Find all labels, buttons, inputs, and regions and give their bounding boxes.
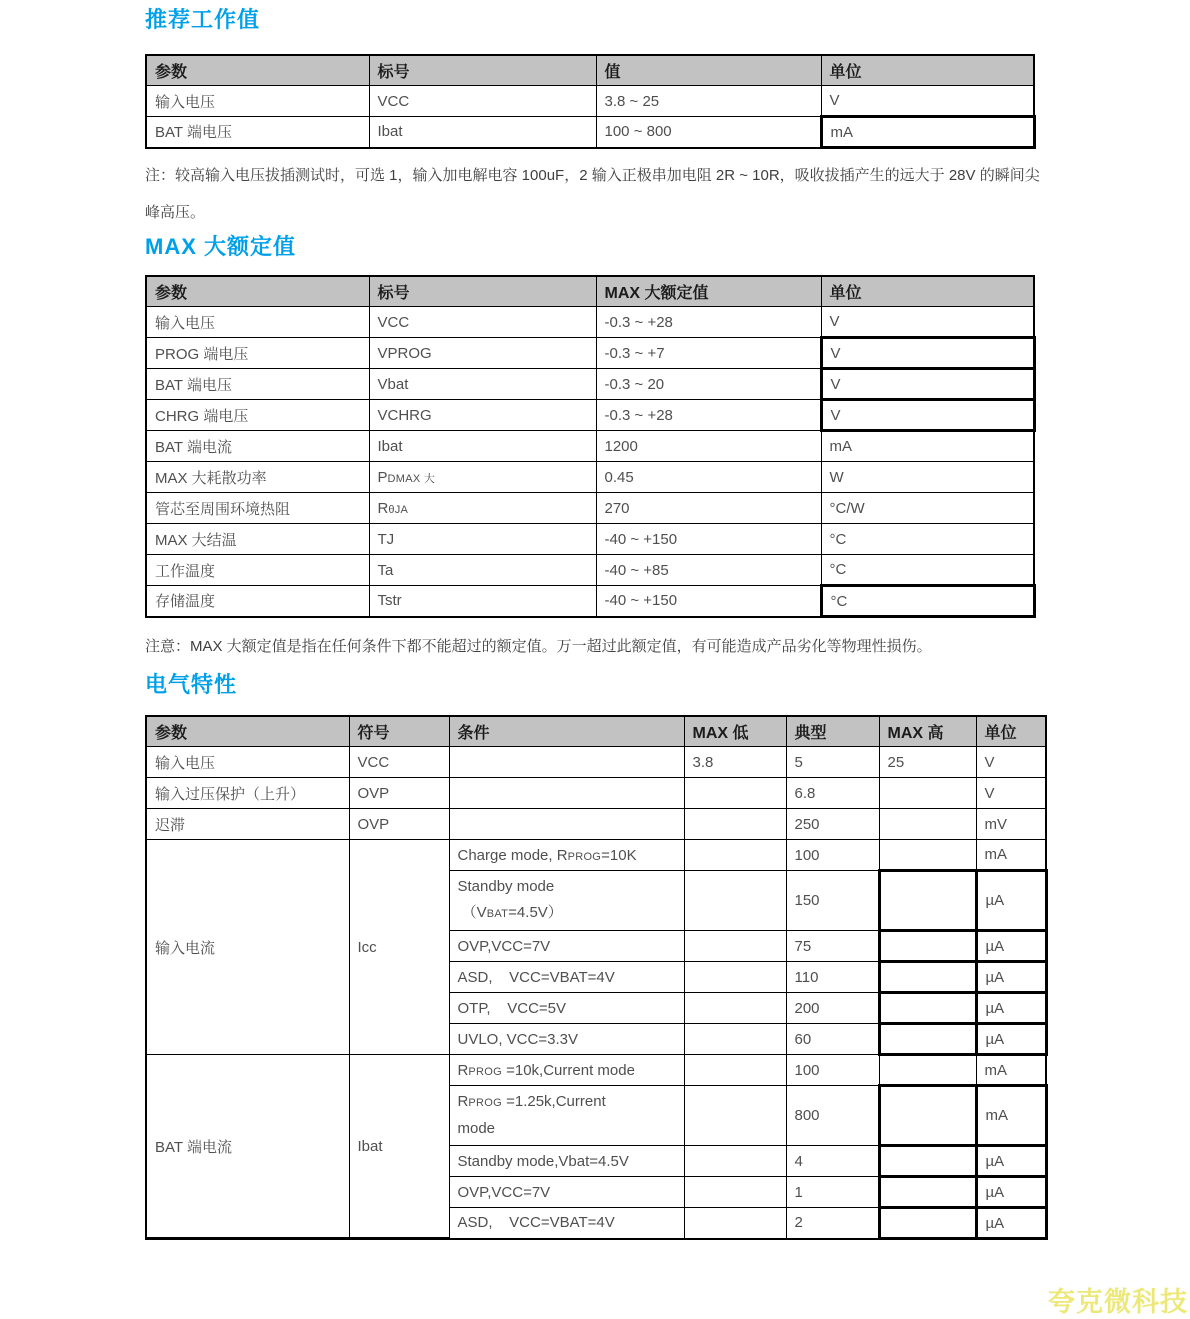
column-header: 值 xyxy=(596,55,821,86)
subscript-text: DMAX xyxy=(387,472,421,485)
cell-text: （V xyxy=(457,904,487,921)
recommended-values-table xyxy=(145,54,1036,149)
table-row xyxy=(146,493,1034,524)
table-cell: 存储温度 xyxy=(146,586,369,617)
cell-text: =10k,Current mode xyxy=(501,1061,635,1079)
table-cell: 输入电压 xyxy=(146,747,349,778)
table-cell: µA xyxy=(976,1024,1046,1055)
table-row xyxy=(146,117,1034,148)
table-cell: 输入电压 xyxy=(146,307,369,338)
table-cell: V xyxy=(821,307,1034,338)
table-cell: VCHRG xyxy=(369,400,596,431)
table-cell: µA xyxy=(976,931,1046,962)
cell-line xyxy=(458,1089,676,1116)
table-cell xyxy=(684,993,786,1024)
table-cell: -0.3 ~ +28 xyxy=(596,307,821,338)
table-cell xyxy=(879,1177,976,1208)
table-cell: °C xyxy=(821,524,1034,555)
table-row xyxy=(146,338,1034,369)
watermark: 夸克微科技 xyxy=(1048,1287,1188,1317)
cell-line: mode xyxy=(457,1120,496,1137)
table-cell: 5 xyxy=(786,747,879,778)
section-title-recommended-values: 推荐工作值 xyxy=(145,7,261,32)
cell-text: R xyxy=(457,1093,469,1110)
section-recommended xyxy=(145,6,1055,231)
header-row xyxy=(146,276,1034,307)
table-row xyxy=(146,431,1034,462)
table-cell: -40 ~ +150 xyxy=(596,586,821,617)
table-cell: Tstr xyxy=(369,586,596,617)
table-cell: mA xyxy=(976,1086,1046,1146)
table-cell: mA xyxy=(821,431,1034,462)
table-cell xyxy=(449,809,684,840)
table-cell: UVLO, VCC=3.3V xyxy=(449,1024,684,1055)
table-cell: 100 ~ 800 xyxy=(596,117,821,148)
recommended-values-note: 注：较高输入电压拔插测试时，可选 1，输入加电解电容 100uF，2 输入正极串加电阻 2R ~ 10R，吸收拔插产生的远大于 28V 的瞬间尖峰高压。 xyxy=(145,167,1040,221)
table-cell: 3.8 ~ 25 xyxy=(596,86,821,117)
table-row xyxy=(146,1055,1046,1086)
table-cell: mV xyxy=(976,809,1046,840)
table-row xyxy=(146,778,1046,809)
column-header: 条件 xyxy=(449,716,684,747)
table-row xyxy=(146,586,1034,617)
table-cell: VPROG xyxy=(369,338,596,369)
table-cell: OTP, VCC=5V xyxy=(449,993,684,1024)
table-cell: 3.8 xyxy=(684,747,786,778)
table-cell: 0.45 xyxy=(596,462,821,493)
electrical-characteristics-table xyxy=(145,715,1048,1240)
cell-text: P xyxy=(377,468,388,486)
column-header: 单位 xyxy=(821,276,1034,307)
table-cell: Ta xyxy=(369,555,596,586)
max-ratings-note: 注意：MAX 大额定值是指在任何条件下都不能超过的额定值。万一超过此额定值，有可能造成产品劣化等物理性损伤。 xyxy=(145,638,932,655)
table-cell xyxy=(879,809,976,840)
table-cell xyxy=(684,1024,786,1055)
table-cell: 100 xyxy=(786,840,879,871)
table-cell: µA xyxy=(976,962,1046,993)
table-cell: µA xyxy=(976,1208,1046,1239)
table-cell: PROG 端电压 xyxy=(146,338,369,369)
column-header: 标号 xyxy=(369,55,596,86)
table-cell: V xyxy=(821,400,1034,431)
subscript-text: PROG xyxy=(567,850,602,863)
table-cell: 工作温度 xyxy=(146,555,369,586)
cell-line: Standby mode xyxy=(457,878,555,895)
cell-text: R xyxy=(377,499,389,517)
table-cell xyxy=(449,1086,684,1146)
table-cell: VCC xyxy=(369,307,596,338)
table-cell: 输入电流 xyxy=(146,840,349,1055)
table-cell: °C/W xyxy=(821,493,1034,524)
table-cell xyxy=(449,871,684,931)
table-cell: Ibat xyxy=(369,117,596,148)
table-cell: MAX 大耗散功率 xyxy=(146,462,369,493)
table-cell xyxy=(684,962,786,993)
table-cell: 110 xyxy=(786,962,879,993)
table-cell xyxy=(879,840,976,871)
table-cell: °C xyxy=(821,586,1034,617)
column-header: 参数 xyxy=(146,55,369,86)
table-cell: Vbat xyxy=(369,369,596,400)
cell-text: =10K xyxy=(601,846,637,864)
table-cell xyxy=(879,931,976,962)
table-cell: V xyxy=(976,747,1046,778)
table-cell: µA xyxy=(976,993,1046,1024)
table-cell: 迟滞 xyxy=(146,809,349,840)
table-cell: mA xyxy=(976,1055,1046,1086)
table-cell xyxy=(879,778,976,809)
table-row xyxy=(146,307,1034,338)
table-cell: 150 xyxy=(786,871,879,931)
table-cell xyxy=(684,1055,786,1086)
max-ratings-table xyxy=(145,275,1036,618)
column-header: MAX 高 xyxy=(879,716,976,747)
table-cell xyxy=(879,1208,976,1239)
table-cell: Ibat xyxy=(369,431,596,462)
table-cell: 管芯至周围环境热阻 xyxy=(146,493,369,524)
table-cell: V xyxy=(821,338,1034,369)
table-cell xyxy=(684,1177,786,1208)
table-cell: -0.3 ~ 20 xyxy=(596,369,821,400)
table-cell: 4 xyxy=(786,1146,879,1177)
column-header: 单位 xyxy=(976,716,1046,747)
table-cell: 25 xyxy=(879,747,976,778)
table-cell: Standby mode,Vbat=4.5V xyxy=(449,1146,684,1177)
table-cell xyxy=(879,871,976,931)
table-cell xyxy=(879,1146,976,1177)
table-row xyxy=(146,86,1034,117)
table-cell: TJ xyxy=(369,524,596,555)
table-cell: 270 xyxy=(596,493,821,524)
table-cell: 75 xyxy=(786,931,879,962)
table-cell: VCC xyxy=(369,86,596,117)
table-cell: 100 xyxy=(786,1055,879,1086)
table-cell xyxy=(684,840,786,871)
subscript-text: PROG xyxy=(468,1097,502,1109)
section-title-electrical: 电气特性 xyxy=(145,672,238,697)
table-cell: CHRG 端电压 xyxy=(146,400,369,431)
table-cell: µA xyxy=(976,871,1046,931)
cell-text: R xyxy=(457,1061,469,1079)
table-cell: µA xyxy=(976,1177,1046,1208)
header-row xyxy=(146,55,1034,86)
table-cell: 200 xyxy=(786,993,879,1024)
table-cell: -40 ~ +85 xyxy=(596,555,821,586)
table-cell: 1200 xyxy=(596,431,821,462)
table-cell: mA xyxy=(976,840,1046,871)
subscript-text: BAT xyxy=(486,908,509,920)
table-cell xyxy=(449,747,684,778)
column-header: MAX 低 xyxy=(684,716,786,747)
column-header: 参数 xyxy=(146,716,349,747)
table-cell: OVP xyxy=(349,809,449,840)
table-cell xyxy=(449,1055,684,1086)
table-row xyxy=(146,524,1034,555)
table-cell: BAT 端电压 xyxy=(146,369,369,400)
table-cell: OVP xyxy=(349,778,449,809)
table-cell: V xyxy=(821,369,1034,400)
cell-text: =1.25k,Current xyxy=(501,1093,606,1110)
table-cell: Icc xyxy=(349,840,449,1055)
table-cell xyxy=(684,1208,786,1239)
table-cell: OVP,VCC=7V xyxy=(449,931,684,962)
subscript-text: θJA xyxy=(388,503,409,516)
table-cell xyxy=(684,809,786,840)
table-cell: 2 xyxy=(786,1208,879,1239)
column-header: 参数 xyxy=(146,276,369,307)
subscript-text: PROG xyxy=(468,1065,502,1078)
table-cell: °C xyxy=(821,555,1034,586)
cell-line xyxy=(458,900,676,927)
table-cell: -0.3 ~ +7 xyxy=(596,338,821,369)
table-cell: BAT 端电流 xyxy=(146,431,369,462)
table-cell xyxy=(879,1086,976,1146)
table-cell: BAT 端电压 xyxy=(146,117,369,148)
table-cell xyxy=(369,493,596,524)
table-row xyxy=(146,400,1034,431)
table-cell: 800 xyxy=(786,1086,879,1146)
cell-text: =4.5V） xyxy=(508,904,563,921)
table-cell xyxy=(684,1146,786,1177)
table-cell: V xyxy=(976,778,1046,809)
column-header: 标号 xyxy=(369,276,596,307)
table-cell: ASD, VCC=VBAT=4V xyxy=(449,962,684,993)
table-cell: mA xyxy=(821,117,1034,148)
table-cell: Ibat xyxy=(349,1055,449,1239)
table-row xyxy=(146,747,1046,778)
table-cell: 输入电压 xyxy=(146,86,369,117)
header-row xyxy=(146,716,1046,747)
table-cell xyxy=(879,1024,976,1055)
table-cell xyxy=(449,778,684,809)
table-row xyxy=(146,369,1034,400)
cell-text: Charge mode, R xyxy=(457,846,568,864)
table-row xyxy=(146,462,1034,493)
section-title-max-ratings: MAX 大额定值 xyxy=(145,234,297,259)
table-row xyxy=(146,555,1034,586)
table-cell xyxy=(684,871,786,931)
table-cell: VCC xyxy=(349,747,449,778)
column-header: 典型 xyxy=(786,716,879,747)
subscript-text: 大 xyxy=(420,472,436,485)
table-cell xyxy=(684,931,786,962)
table-cell: -40 ~ +150 xyxy=(596,524,821,555)
table-cell: OVP,VCC=7V xyxy=(449,1177,684,1208)
section-max-ratings xyxy=(145,233,1055,665)
table-cell: 输入过压保护（上升） xyxy=(146,778,349,809)
column-header: MAX 大额定值 xyxy=(596,276,821,307)
table-cell: 6.8 xyxy=(786,778,879,809)
table-cell: µA xyxy=(976,1146,1046,1177)
section-electrical xyxy=(145,671,1055,1240)
table-cell xyxy=(684,778,786,809)
table-cell: MAX 大结温 xyxy=(146,524,369,555)
table-cell xyxy=(684,1086,786,1146)
table-cell xyxy=(879,993,976,1024)
column-header: 单位 xyxy=(821,55,1034,86)
column-header: 符号 xyxy=(349,716,449,747)
table-cell: ASD, VCC=VBAT=4V xyxy=(449,1208,684,1239)
table-cell xyxy=(879,962,976,993)
table-cell: W xyxy=(821,462,1034,493)
table-cell: BAT 端电流 xyxy=(146,1055,349,1239)
table-cell: 60 xyxy=(786,1024,879,1055)
table-cell: V xyxy=(821,86,1034,117)
table-row xyxy=(146,840,1046,871)
table-cell xyxy=(879,1055,976,1086)
table-cell xyxy=(449,840,684,871)
table-cell: 250 xyxy=(786,809,879,840)
table-cell: 1 xyxy=(786,1177,879,1208)
table-cell xyxy=(369,462,596,493)
table-cell: -0.3 ~ +28 xyxy=(596,400,821,431)
table-row xyxy=(146,809,1046,840)
